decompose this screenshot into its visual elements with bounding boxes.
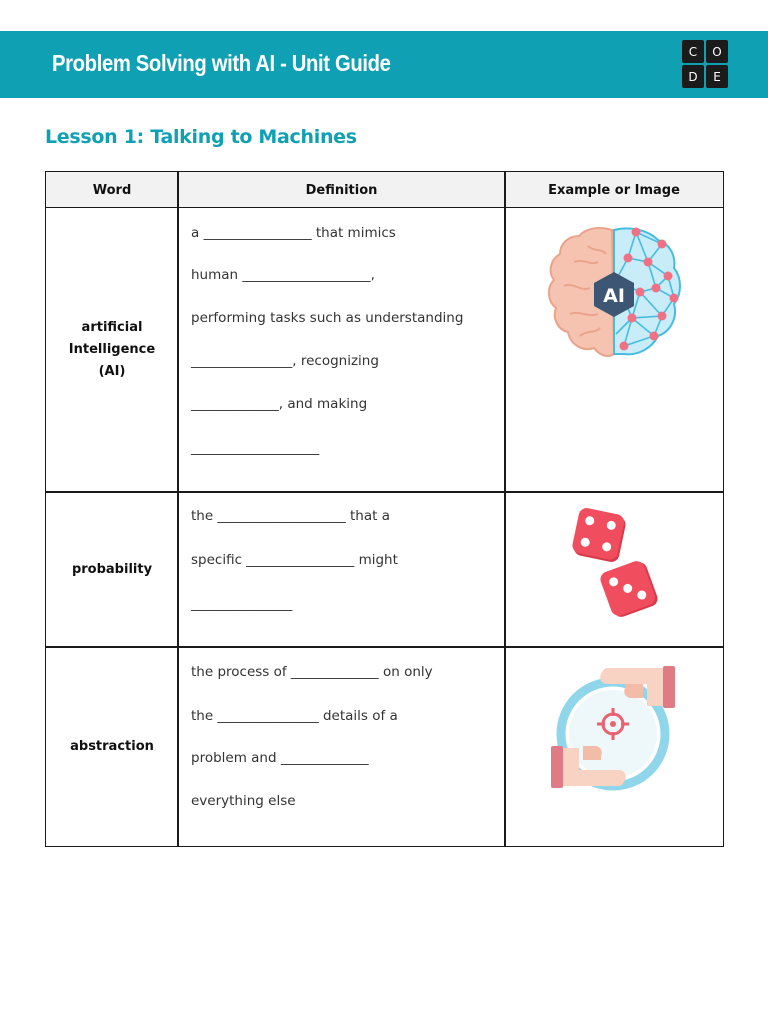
definition-line: ___________________ [191,440,320,456]
word-line: artificial [81,320,143,335]
header-banner [0,31,768,98]
table-row-word [46,647,178,846]
unit-guide-title: Problem Solving with AI - Unit Guide [52,50,391,76]
definition-line: the process of _____________ on only [191,664,433,680]
column-divider [504,172,506,846]
table-row-word [46,208,178,492]
focus-frame-hands-icon [551,662,681,792]
logo-letter: C [682,40,704,63]
word-line: Intelligence [68,342,156,357]
definition-line: _______________ [191,596,293,612]
column-header-example: Example or Image [548,182,680,198]
definition-line: _______________, recognizing [191,353,379,369]
definition-line: the _______________ details of a [191,708,398,724]
vocabulary-table [45,171,724,847]
table-row-word [46,492,178,647]
dice-icon [571,505,661,620]
definition-line: a ________________ that mimics [191,225,396,241]
column-header-definition: Definition [305,182,378,198]
logo-letter: D [682,65,704,88]
ai-brain-icon [544,222,684,367]
lesson-title: Lesson 1: Talking to Machines [45,126,357,148]
logo-letter: O [706,40,728,63]
ai-badge-text: AI [603,285,625,307]
column-header-word: Word [92,182,132,198]
definition-line: specific ________________ might [191,552,398,568]
definition-line: performing tasks such as understanding [191,310,464,326]
word-line: abstraction [70,738,154,754]
definition-line: the ___________________ that a [191,508,390,524]
definition-line: everything else [191,793,296,809]
word-line: (AI) [98,364,126,379]
code-org-logo [682,40,728,89]
definition-line: _____________, and making [191,396,368,412]
logo-letter: E [706,65,728,88]
word-line: probability [71,561,153,577]
definition-line: problem and _____________ [191,750,369,766]
definition-line: human ___________________, [191,267,375,283]
